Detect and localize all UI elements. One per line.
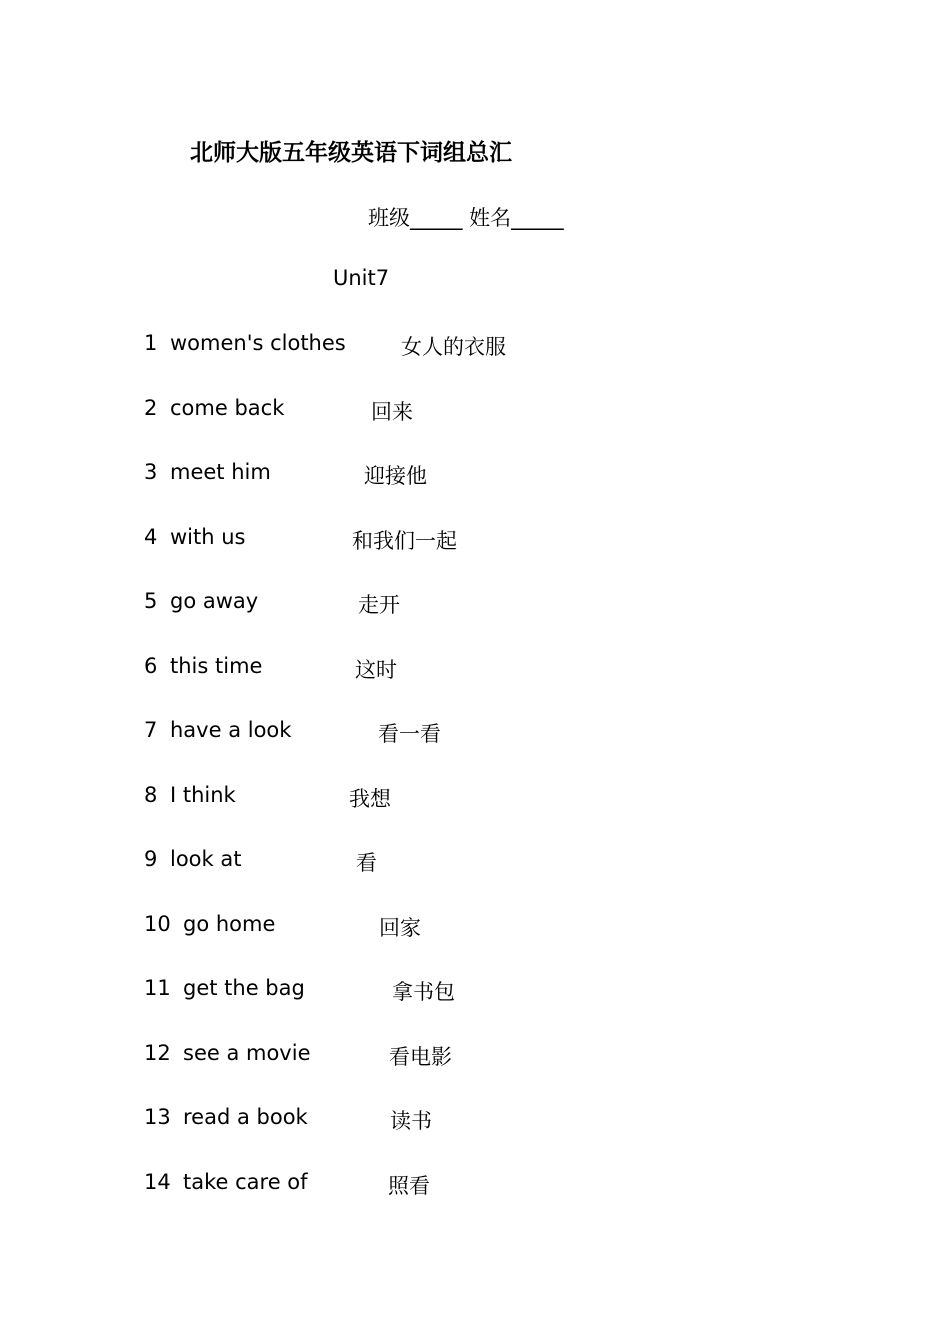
english-phrase: read a book: [183, 1105, 308, 1129]
english-phrase: go away: [170, 589, 259, 613]
item-number: 1: [144, 331, 158, 355]
chinese-meaning: 看: [356, 851, 377, 875]
chinese-meaning: 走开: [358, 593, 400, 617]
english-phrase: I think: [170, 783, 236, 807]
list-item: [0, 1041, 950, 1071]
item-number: 5: [144, 589, 158, 613]
list-item: [0, 976, 950, 1006]
item-number: 9: [144, 847, 158, 871]
document-title: 北师大版五年级英语下词组总汇: [190, 140, 512, 166]
english-phrase: take care of: [183, 1170, 308, 1194]
list-item: [0, 331, 950, 361]
list-item: [0, 847, 950, 877]
item-number: 11: [144, 976, 171, 1000]
item-number: 6: [144, 654, 158, 678]
unit-heading: Unit7: [333, 266, 390, 290]
english-phrase: meet him: [170, 460, 271, 484]
chinese-meaning: 拿书包: [392, 980, 455, 1004]
list-item: [0, 912, 950, 942]
chinese-meaning: 我想: [349, 787, 391, 811]
list-item: [0, 1170, 950, 1200]
item-number: 3: [144, 460, 158, 484]
list-item: [0, 460, 950, 490]
item-number: 2: [144, 396, 158, 420]
item-number: 7: [144, 718, 158, 742]
chinese-meaning: 回来: [371, 400, 413, 424]
class-name-line: 班级_____ 姓名_____: [368, 206, 564, 230]
list-item: [0, 654, 950, 684]
chinese-meaning: 女人的衣服: [401, 335, 506, 359]
list-item: [0, 525, 950, 555]
english-phrase: women's clothes: [170, 331, 346, 355]
english-phrase: have a look: [170, 718, 292, 742]
item-number: 4: [144, 525, 158, 549]
english-phrase: look at: [170, 847, 242, 871]
chinese-meaning: 这时: [355, 658, 397, 682]
chinese-meaning: 看电影: [389, 1045, 452, 1069]
english-phrase: this time: [170, 654, 263, 678]
list-item: [0, 1105, 950, 1135]
list-item: [0, 783, 950, 813]
english-phrase: get the bag: [183, 976, 305, 1000]
list-item: [0, 589, 950, 619]
chinese-meaning: 读书: [390, 1109, 432, 1133]
item-number: 14: [144, 1170, 171, 1194]
english-phrase: go home: [183, 912, 276, 936]
english-phrase: with us: [170, 525, 246, 549]
list-item: [0, 718, 950, 748]
english-phrase: come back: [170, 396, 285, 420]
chinese-meaning: 回家: [379, 916, 421, 940]
chinese-meaning: 迎接他: [364, 464, 427, 488]
chinese-meaning: 和我们一起: [352, 529, 457, 553]
list-item: [0, 396, 950, 426]
english-phrase: see a movie: [183, 1041, 311, 1065]
item-number: 12: [144, 1041, 171, 1065]
item-number: 8: [144, 783, 158, 807]
item-number: 13: [144, 1105, 171, 1129]
chinese-meaning: 照看: [388, 1174, 430, 1198]
item-number: 10: [144, 912, 171, 936]
chinese-meaning: 看一看: [378, 722, 441, 746]
